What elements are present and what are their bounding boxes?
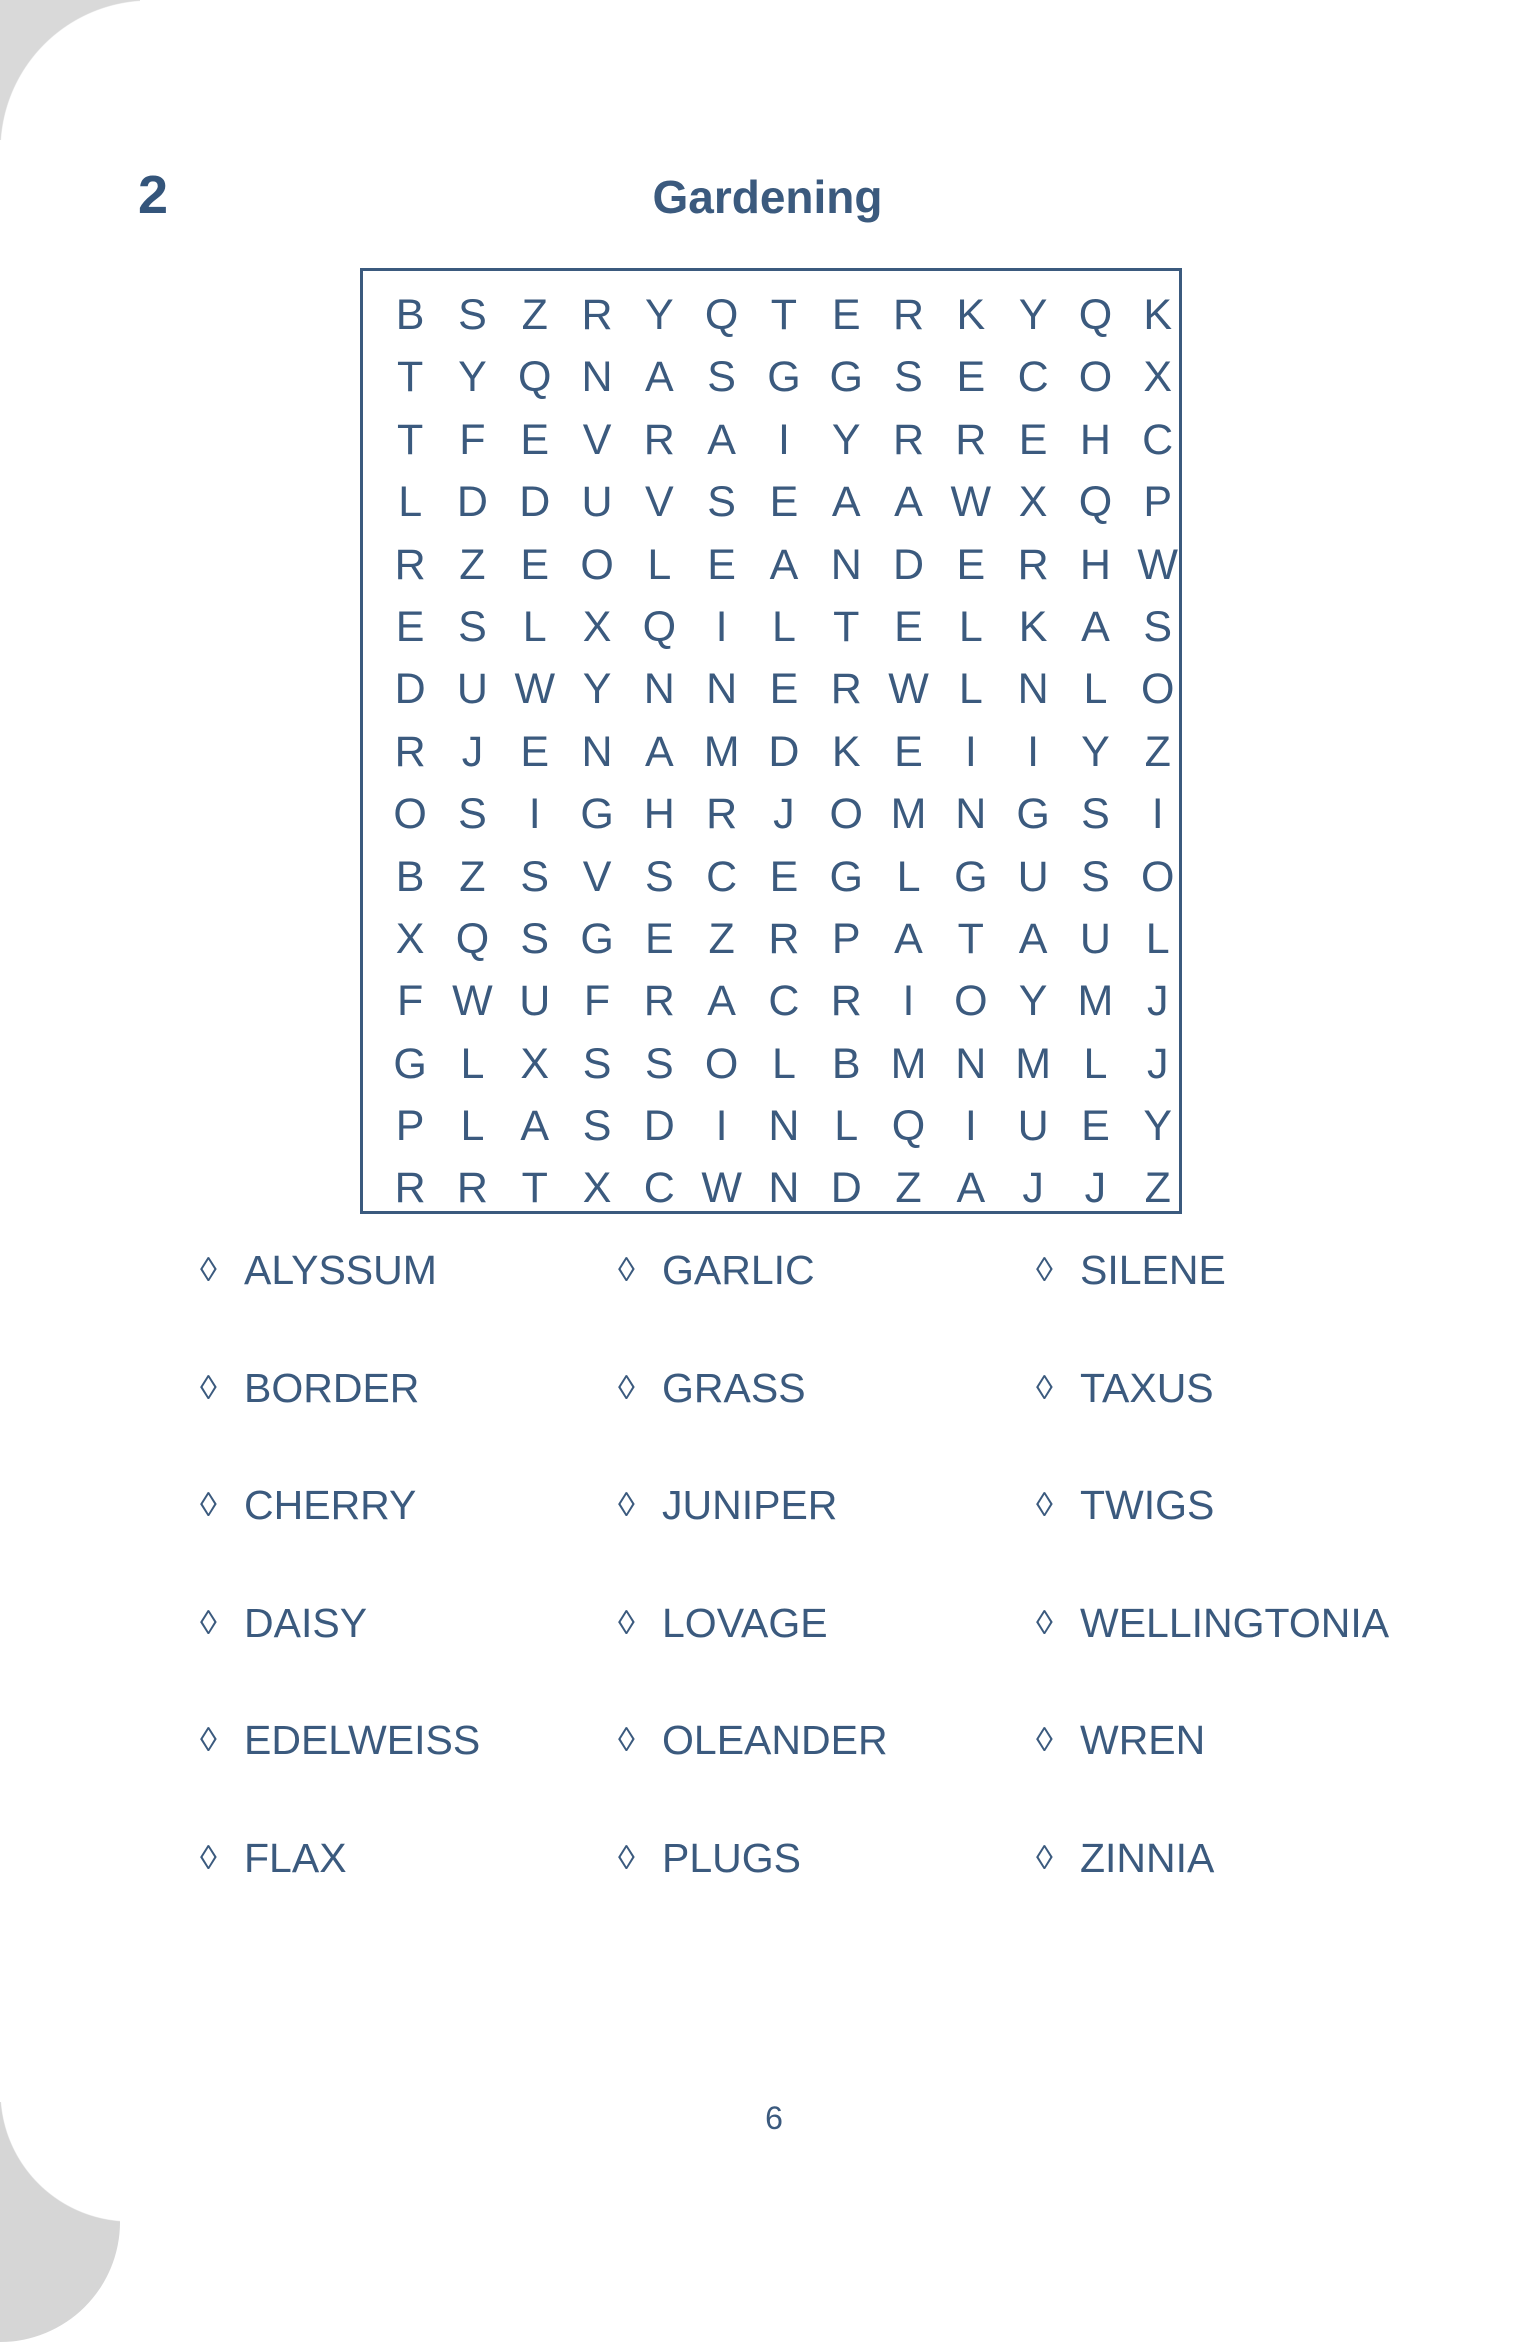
grid-letter[interactable]: I — [964, 1102, 977, 1151]
grid-letter[interactable]: X — [1143, 353, 1173, 402]
page-number: 6 — [765, 2100, 783, 2136]
grid-letter[interactable]: O — [393, 790, 427, 839]
grid-letter[interactable]: P — [831, 914, 861, 963]
grid-letter[interactable]: Z — [895, 1164, 922, 1213]
grid-letter[interactable]: N — [581, 727, 613, 776]
word-list-label: GARLIC — [662, 1247, 815, 1293]
grid-letter[interactable]: F — [583, 977, 611, 1026]
diamond-bullet-icon: ◊ — [1036, 1368, 1053, 1407]
grid-letter[interactable]: D — [892, 540, 925, 589]
grid-letter[interactable]: Q — [704, 291, 739, 339]
grid-letter[interactable]: T — [957, 914, 984, 963]
grid-letter[interactable]: R — [394, 1164, 426, 1213]
grid-letter[interactable]: K — [956, 291, 986, 339]
grid-letter[interactable]: B — [831, 1039, 861, 1088]
word-list-label: SILENE — [1080, 1247, 1226, 1293]
grid-letter[interactable]: D — [456, 478, 488, 527]
grid-letter[interactable]: D — [519, 478, 551, 527]
grid-letter[interactable]: Y — [458, 353, 487, 402]
word-list-label: GRASS — [662, 1364, 806, 1411]
grid-letter[interactable]: A — [707, 977, 736, 1026]
word-list-label: CHERRY — [244, 1482, 417, 1528]
grid-letter[interactable]: G — [580, 914, 614, 963]
grid-letter[interactable]: T — [397, 353, 424, 402]
diamond-bullet-icon: ◊ — [618, 1368, 635, 1407]
grid-letter[interactable]: I — [715, 602, 728, 651]
grid-letter[interactable]: A — [956, 1164, 986, 1213]
grid-letter[interactable]: X — [582, 602, 612, 651]
grid-letter[interactable]: O — [1078, 353, 1113, 402]
grid-letter[interactable]: U — [1017, 852, 1049, 901]
grid-letter[interactable]: A — [707, 415, 736, 464]
grid-letter[interactable]: Q — [1078, 478, 1113, 527]
diamond-bullet-icon: ◊ — [618, 1486, 635, 1524]
grid-letter[interactable]: J — [1084, 1164, 1107, 1213]
grid-letter[interactable]: L — [771, 602, 796, 651]
grid-letter[interactable]: A — [644, 727, 674, 776]
word-list-item — [200, 1718, 618, 1836]
grid-letter[interactable]: A — [520, 1102, 550, 1151]
word-list-item — [200, 1601, 618, 1719]
grid-letter[interactable]: A — [894, 478, 923, 527]
word-list-item — [618, 1483, 1036, 1601]
grid-letter[interactable]: C — [768, 977, 800, 1026]
grid-letter[interactable]: G — [829, 852, 863, 901]
grid-letter[interactable]: R — [456, 1164, 488, 1213]
diamond-bullet-icon: ◊ — [1036, 1251, 1053, 1289]
grid-letter[interactable]: E — [520, 540, 550, 589]
grid-letter[interactable]: E — [769, 665, 799, 714]
grid-letter[interactable]: G — [829, 353, 863, 402]
word-list-label: LOVAGE — [662, 1599, 828, 1646]
grid-letter[interactable]: O — [1140, 665, 1175, 714]
grid-letter[interactable]: C — [643, 1164, 675, 1213]
word-list-label: ALYSSUM — [244, 1247, 437, 1293]
grid-letter[interactable]: N — [830, 540, 862, 589]
grid-letter[interactable]: I — [902, 977, 915, 1026]
grid-letter[interactable]: E — [769, 478, 799, 527]
grid-letter[interactable]: G — [954, 852, 988, 901]
grid-letter[interactable]: T — [833, 602, 860, 651]
grid-letter[interactable]: E — [956, 353, 986, 402]
grid-letter[interactable]: S — [894, 353, 923, 402]
word-list-label: TWIGS — [1080, 1482, 1215, 1528]
grid-letter[interactable]: S — [458, 291, 487, 339]
grid-letter[interactable]: U — [581, 478, 613, 527]
grid-letter[interactable]: V — [644, 478, 674, 527]
word-list-item — [200, 1366, 618, 1484]
grid-letter[interactable]: N — [581, 353, 613, 402]
grid-letter[interactable]: W — [1137, 540, 1178, 589]
word-list-label: EDELWEISS — [244, 1717, 481, 1763]
grid-letter[interactable]: L — [647, 540, 672, 589]
grid-letter[interactable]: R — [892, 415, 925, 464]
grid-letter[interactable]: A — [644, 353, 674, 402]
diamond-bullet-icon: ◊ — [200, 1838, 217, 1877]
grid-letter[interactable]: P — [1143, 478, 1173, 527]
word-list — [200, 1248, 1460, 1953]
grid-letter[interactable]: N — [643, 665, 675, 714]
grid-letter[interactable]: U — [519, 977, 551, 1026]
grid-letter[interactable]: S — [644, 852, 674, 901]
grid-letter[interactable]: W — [452, 977, 493, 1026]
grid-letter[interactable]: O — [704, 1039, 739, 1088]
grid-letter[interactable]: W — [514, 665, 556, 714]
grid-letter[interactable]: Z — [708, 914, 735, 963]
word-list-label: DAISY — [244, 1599, 368, 1646]
grid-letter[interactable]: G — [393, 1039, 427, 1088]
grid-letter[interactable]: A — [769, 540, 799, 589]
word-list-label: PLUGS — [662, 1834, 801, 1881]
word-list-item — [200, 1836, 618, 1954]
grid-letter[interactable]: M — [1015, 1039, 1052, 1088]
word-list-label: FLAX — [244, 1834, 347, 1881]
grid-letter[interactable]: L — [1083, 1039, 1108, 1088]
diamond-bullet-icon: ◊ — [618, 1838, 635, 1877]
grid-letter[interactable]: K — [1143, 291, 1173, 339]
grid-letter[interactable]: H — [643, 790, 675, 839]
diamond-bullet-icon: ◊ — [1036, 1838, 1053, 1877]
word-list-label: TAXUS — [1080, 1364, 1214, 1411]
grid-letter[interactable]: O — [954, 977, 988, 1026]
word-list-item — [1036, 1483, 1460, 1601]
word-list-item — [200, 1248, 618, 1366]
grid-letter[interactable]: U — [1017, 1102, 1049, 1151]
grid-letter[interactable]: I — [777, 415, 790, 464]
grid-letter[interactable]: O — [829, 790, 863, 839]
grid-letter[interactable]: I — [1027, 727, 1040, 776]
grid-letter[interactable]: Y — [644, 291, 674, 339]
diamond-bullet-icon: ◊ — [200, 1486, 217, 1524]
grid-letter[interactable]: V — [582, 415, 612, 464]
diamond-bullet-icon: ◊ — [1036, 1603, 1053, 1642]
grid-letter[interactable]: R — [892, 291, 925, 339]
grid-letter[interactable]: L — [398, 478, 423, 527]
diamond-bullet-icon: ◊ — [200, 1368, 217, 1407]
grid-letter[interactable]: I — [528, 790, 541, 839]
grid-letter[interactable]: S — [582, 1039, 612, 1088]
word-list-item — [618, 1601, 1036, 1719]
grid-letter[interactable]: U — [1079, 914, 1111, 963]
grid-letter[interactable]: E — [894, 727, 923, 776]
grid-letter[interactable]: A — [894, 914, 923, 963]
grid-letter[interactable]: L — [522, 602, 547, 651]
word-list-item — [1036, 1836, 1460, 1954]
grid-letter[interactable]: B — [395, 852, 425, 901]
grid-letter[interactable]: S — [1143, 602, 1173, 651]
grid-letter[interactable]: L — [958, 665, 983, 714]
grid-letter[interactable]: W — [950, 478, 992, 527]
grid-letter[interactable]: H — [1079, 415, 1111, 464]
word-list-label: BORDER — [244, 1364, 420, 1411]
grid-letter[interactable]: D — [643, 1102, 675, 1151]
grid-letter[interactable]: A — [831, 478, 861, 527]
grid-letter[interactable]: R — [706, 790, 738, 839]
grid-letter[interactable]: Y — [1081, 727, 1110, 776]
diamond-bullet-icon: ◊ — [200, 1721, 217, 1759]
grid-letter[interactable]: E — [395, 602, 425, 651]
grid-letter[interactable]: R — [830, 665, 862, 714]
grid-letter[interactable]: L — [460, 1039, 485, 1088]
grid-letter[interactable]: E — [644, 914, 674, 963]
grid-letter[interactable]: A — [1081, 602, 1110, 651]
grid-letter[interactable]: E — [1018, 415, 1048, 464]
grid-letter[interactable]: W — [701, 1164, 742, 1213]
grid-letter[interactable]: X — [582, 1164, 612, 1213]
grid-letter[interactable]: I — [1151, 790, 1164, 839]
grid-letter[interactable]: B — [395, 291, 425, 339]
grid-letter[interactable]: L — [460, 1102, 485, 1151]
grid-letter[interactable]: J — [1022, 1164, 1044, 1213]
grid-letter[interactable]: O — [1140, 852, 1175, 901]
grid-letter[interactable]: N — [706, 665, 738, 714]
grid-letter[interactable]: K — [1018, 602, 1048, 651]
grid-letter[interactable]: S — [458, 790, 487, 839]
grid-letter[interactable]: L — [958, 602, 983, 651]
grid-letter[interactable]: R — [643, 415, 675, 464]
grid-letter[interactable]: Q — [455, 914, 490, 963]
grid-letter[interactable]: A — [1018, 914, 1048, 963]
grid-letter[interactable]: Y — [1143, 1102, 1173, 1151]
grid-letter[interactable]: W — [888, 665, 929, 714]
grid-letter[interactable]: G — [767, 353, 801, 402]
diamond-bullet-icon: ◊ — [618, 1721, 635, 1759]
grid-letter[interactable]: R — [581, 291, 613, 339]
grid-letter[interactable]: C — [1142, 415, 1174, 464]
grid-letter[interactable]: C — [706, 852, 738, 901]
grid-letter[interactable]: K — [831, 727, 861, 776]
grid-letter[interactable]: S — [520, 852, 550, 901]
grid-letter[interactable]: L — [834, 1102, 859, 1151]
grid-letter[interactable]: M — [890, 790, 927, 839]
grid-letter[interactable]: Z — [459, 852, 486, 901]
grid-letter[interactable]: I — [715, 1102, 728, 1151]
word-list-item — [618, 1248, 1036, 1366]
diamond-bullet-icon: ◊ — [1036, 1721, 1053, 1759]
word-list-item — [1036, 1601, 1460, 1719]
grid-letter[interactable]: V — [582, 852, 612, 901]
grid-letter[interactable]: J — [1146, 977, 1169, 1026]
word-list-item — [618, 1366, 1036, 1484]
grid-letter[interactable]: L — [1083, 665, 1108, 714]
grid-letter[interactable]: N — [955, 790, 987, 839]
grid-letter[interactable]: J — [461, 727, 484, 776]
grid-letter[interactable]: E — [1081, 1102, 1110, 1151]
word-list-label: JUNIPER — [662, 1482, 838, 1528]
diamond-bullet-icon: ◊ — [618, 1251, 635, 1289]
grid-letter[interactable]: Z — [521, 291, 548, 339]
word-list-item — [1036, 1718, 1460, 1836]
grid-letter[interactable]: E — [831, 291, 861, 339]
grid-letter[interactable]: Z — [1144, 1164, 1171, 1213]
grid-letter[interactable]: T — [521, 1164, 548, 1213]
grid-letter[interactable]: Y — [1018, 291, 1048, 339]
grid-letter[interactable]: E — [520, 415, 550, 464]
grid-letter[interactable]: M — [703, 727, 740, 776]
grid-letter[interactable]: M — [890, 1039, 927, 1088]
grid-letter[interactable]: S — [1081, 790, 1110, 839]
grid-letter[interactable]: Y — [582, 665, 612, 714]
grid-letter[interactable]: F — [397, 977, 424, 1026]
grid-letter[interactable]: Q — [642, 602, 677, 651]
grid-letter[interactable]: D — [830, 1164, 862, 1213]
word-list-item — [618, 1836, 1036, 1954]
word-list-label: ZINNIA — [1080, 1834, 1215, 1881]
grid-letter[interactable]: R — [1017, 540, 1049, 589]
grid-letter[interactable]: S — [707, 478, 736, 527]
grid-letter[interactable]: Q — [518, 353, 552, 402]
grid-letter[interactable]: Q — [891, 1102, 926, 1151]
grid-letter[interactable]: R — [768, 914, 800, 963]
grid-letter[interactable]: P — [395, 1102, 425, 1151]
grid-letter[interactable]: S — [644, 1039, 674, 1088]
word-list-item — [618, 1718, 1036, 1836]
grid-letter[interactable]: E — [707, 540, 736, 589]
grid-letter[interactable]: S — [520, 914, 550, 963]
page-corner-mask-top — [0, 0, 150, 150]
grid-letter[interactable]: R — [830, 977, 862, 1026]
grid-letter[interactable]: G — [580, 790, 614, 839]
grid-letter[interactable]: D — [768, 727, 800, 776]
grid-letter[interactable]: Z — [1144, 727, 1171, 776]
grid-letter[interactable]: Y — [831, 415, 861, 464]
grid-letter[interactable]: E — [894, 602, 923, 651]
grid-letter[interactable]: U — [456, 665, 488, 714]
grid-letter[interactable]: C — [1017, 353, 1049, 402]
puzzle-title: Gardening — [652, 171, 883, 223]
grid-letter[interactable]: J — [1146, 1039, 1169, 1088]
word-list-item — [1036, 1366, 1460, 1484]
grid-letter[interactable]: N — [768, 1164, 800, 1213]
grid-letter[interactable]: S — [1081, 852, 1110, 901]
grid-letter[interactable]: N — [1017, 665, 1049, 714]
grid-letter[interactable]: Q — [1078, 291, 1113, 339]
diamond-bullet-icon: ◊ — [1036, 1486, 1053, 1524]
diamond-bullet-icon: ◊ — [200, 1603, 217, 1642]
grid-letter[interactable]: S — [707, 353, 736, 402]
grid-letter[interactable]: N — [768, 1102, 800, 1151]
grid-letter[interactable]: H — [1079, 540, 1111, 589]
word-list-item — [1036, 1248, 1460, 1366]
word-search-grid — [379, 285, 1189, 1221]
diamond-bullet-icon: ◊ — [200, 1251, 217, 1289]
word-list-label: WELLINGTONIA — [1080, 1599, 1390, 1646]
word-list-label: WREN — [1080, 1717, 1206, 1763]
grid-letter[interactable]: L — [1145, 914, 1170, 963]
grid-letter[interactable]: R — [955, 415, 987, 464]
grid-letter[interactable]: R — [394, 540, 426, 589]
grid-letter[interactable]: G — [1016, 790, 1050, 839]
grid-letter[interactable]: X — [1018, 478, 1048, 527]
grid-letter[interactable]: I — [964, 727, 977, 776]
grid-letter[interactable]: R — [394, 727, 426, 776]
grid-letter[interactable]: E — [956, 540, 986, 589]
grid-letter[interactable]: J — [773, 790, 795, 839]
word-search-grid-frame — [360, 268, 1182, 1214]
word-list-item — [200, 1483, 618, 1601]
grid-letter[interactable]: T — [397, 415, 424, 464]
grid-letter[interactable]: O — [580, 540, 614, 589]
grid-letter[interactable]: X — [520, 1039, 550, 1088]
grid-letter[interactable]: F — [459, 415, 486, 464]
grid-letter[interactable]: T — [770, 291, 798, 339]
puzzle-number: 2 — [138, 165, 169, 225]
grid-letter[interactable]: S — [458, 602, 487, 651]
grid-letter[interactable]: X — [395, 914, 425, 963]
grid-letter[interactable]: E — [520, 727, 550, 776]
grid-letter[interactable]: Y — [1018, 977, 1048, 1026]
grid-letter[interactable]: M — [1077, 977, 1114, 1026]
grid-letter[interactable]: R — [643, 977, 675, 1026]
grid-letter[interactable]: L — [771, 1039, 796, 1088]
grid-letter[interactable]: Z — [459, 540, 486, 589]
word-list-label: OLEANDER — [662, 1717, 888, 1763]
grid-letter[interactable]: S — [582, 1102, 612, 1151]
grid-letter[interactable]: E — [769, 852, 799, 901]
diamond-bullet-icon: ◊ — [618, 1603, 635, 1642]
grid-letter[interactable]: D — [394, 665, 426, 714]
grid-letter[interactable]: N — [955, 1039, 987, 1088]
grid-letter[interactable]: L — [896, 852, 921, 901]
